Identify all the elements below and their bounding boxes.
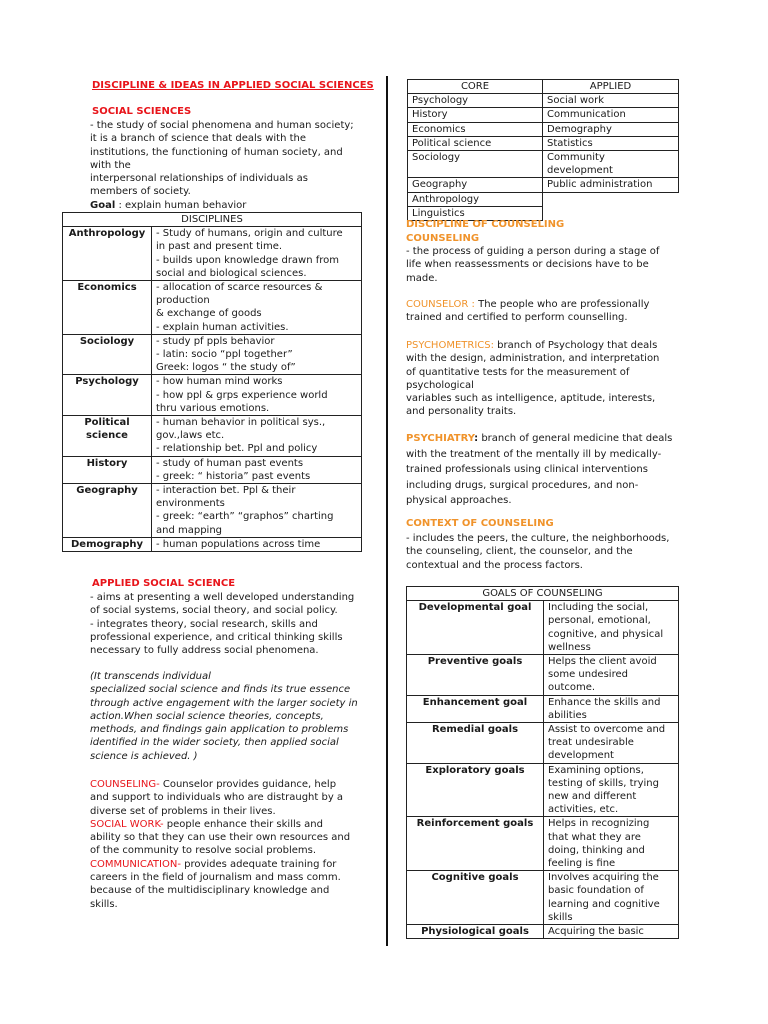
discipline-desc: and mapping bbox=[156, 524, 223, 536]
text-line: institutions, the functioning of human society, and bbox=[90, 146, 343, 158]
discipline-desc: - human populations across time bbox=[156, 538, 321, 550]
heading-line: DISCIPLINE OF COUNSELING bbox=[406, 219, 565, 230]
applied-header: APPLIED bbox=[543, 80, 679, 94]
core-cell: Psychology bbox=[408, 94, 543, 108]
text-line: of social systems, social theory, and social policy. bbox=[90, 605, 338, 617]
counseling-label: COUNSELING- bbox=[90, 779, 160, 790]
text-line: trained professionals using clinical interventions bbox=[406, 464, 648, 476]
text-line: it is a branch of science that deals with the bbox=[90, 133, 307, 145]
goals-table bbox=[406, 586, 679, 939]
discipline-name: Sociology bbox=[79, 335, 135, 347]
text-line: - integrates theory, social research, skills and bbox=[90, 618, 318, 630]
table-row bbox=[407, 695, 679, 722]
goal-label: Goal bbox=[90, 199, 116, 211]
discipline-name: science bbox=[86, 430, 128, 442]
goal-text: : explain human behavior bbox=[115, 199, 247, 211]
core-cell: Sociology bbox=[408, 151, 543, 178]
psychiatry-definition bbox=[406, 431, 696, 509]
text-line: Counselor provides guidance, help bbox=[159, 779, 337, 790]
goal-desc: that what they are bbox=[548, 831, 641, 843]
counseling-definition bbox=[406, 245, 696, 285]
text-line: professional experience, and critical thinking skills bbox=[90, 631, 343, 643]
discipline-desc: - study of human past events bbox=[156, 457, 304, 469]
text-line: of the community to resolve social problems. bbox=[90, 845, 317, 857]
discipline-desc: - Study of humans, origin and culture bbox=[156, 228, 343, 240]
table-row bbox=[63, 456, 362, 483]
goal-desc: development bbox=[548, 750, 614, 762]
goal-desc: Including the social, bbox=[548, 602, 649, 614]
goal-desc: personal, emotional, bbox=[548, 615, 651, 627]
communication-label: COMMUNICATION- bbox=[90, 858, 181, 870]
discipline-desc: - how ppl & grps experience world bbox=[156, 389, 328, 401]
goal-desc: cognitive, and physical bbox=[548, 628, 664, 640]
text-line: - aims at presenting a well developed understanding bbox=[90, 592, 355, 603]
table-row bbox=[408, 178, 679, 192]
table-row bbox=[63, 227, 362, 281]
text-line: - the study of social phenomena and human society; bbox=[90, 120, 354, 131]
goal-line bbox=[90, 199, 375, 212]
table-row bbox=[63, 334, 362, 375]
applied-cell bbox=[543, 192, 679, 206]
discipline-desc: in past and present time. bbox=[156, 241, 283, 253]
text-line: provides adequate training for bbox=[180, 858, 337, 870]
discipline-desc: - builds upon knowledge drawn from bbox=[156, 254, 340, 266]
table-row bbox=[408, 151, 679, 178]
page-title: DISCIPLINE & IDEAS IN APPLIED SOCIAL SCIENCES bbox=[92, 80, 374, 91]
text-line: science is achieved. ) bbox=[90, 750, 198, 762]
goal-name: Enhancement goal bbox=[407, 695, 544, 722]
social-work-line bbox=[90, 818, 375, 831]
goal-desc: testing of skills, trying bbox=[548, 777, 659, 789]
discipline-desc: - latin: socio “ppl together” bbox=[156, 349, 293, 361]
applied-social-science-note bbox=[90, 670, 375, 763]
text-line: because of the multidisciplinary knowledge and bbox=[90, 885, 330, 897]
applied-cell: Public administration bbox=[543, 178, 679, 192]
discipline-desc: - allocation of scarce resources & bbox=[156, 282, 323, 294]
applied-cell: Statistics bbox=[543, 136, 679, 150]
counselor-definition bbox=[406, 298, 696, 325]
text-line: branch of general medicine that deals bbox=[478, 433, 673, 444]
text-line: - the process of guiding a person during a stage of bbox=[406, 246, 660, 257]
text-line: The people who are professionally bbox=[474, 299, 650, 310]
psychiatry-label: PSYCHIATRY bbox=[406, 433, 475, 444]
discipline-name: Psychology bbox=[75, 376, 139, 388]
discipline-name: History bbox=[86, 457, 128, 469]
core-applied-table bbox=[407, 79, 679, 221]
discipline-desc: - study pf ppls behavior bbox=[156, 335, 275, 347]
discipline-desc: - greek: “earth” “graphos” charting bbox=[156, 511, 334, 523]
core-cell: Geography bbox=[408, 178, 543, 192]
text-line: with the bbox=[90, 159, 131, 171]
goal-desc: Examining options, bbox=[548, 764, 644, 776]
text-line: and support to individuals who are distraught by a bbox=[90, 792, 344, 804]
discipline-desc: thru various emotions. bbox=[156, 402, 270, 414]
goal-desc: wellness bbox=[548, 641, 591, 653]
goal-desc: outcome. bbox=[548, 682, 596, 694]
goal-name: Remedial goals bbox=[407, 723, 544, 764]
applied-cell: Communication bbox=[543, 108, 679, 122]
table-row bbox=[408, 108, 679, 122]
goal-desc: Helps the client avoid bbox=[548, 656, 657, 668]
discipline-of-counseling-heading bbox=[406, 218, 564, 246]
discipline-desc: Greek: logos “ the study of” bbox=[156, 362, 296, 374]
text-line: made. bbox=[406, 272, 438, 284]
text-line: with the treatment of the mentally ill by medically- bbox=[406, 448, 662, 460]
text-line: physical approaches. bbox=[406, 495, 512, 507]
social-sciences-text bbox=[90, 119, 375, 212]
text-line: life when reassessments or decisions have to be bbox=[406, 259, 649, 271]
counselor-label: COUNSELOR : bbox=[406, 299, 475, 310]
goal-desc: Helps in recognizing bbox=[548, 818, 650, 830]
text-line: of quantitative tests for the measurement of bbox=[406, 366, 630, 378]
applied-cell: Community development bbox=[543, 151, 679, 178]
applied-social-science-heading: APPLIED SOCIAL SCIENCE bbox=[92, 578, 236, 589]
text-line: action.When social science theories, concepts, bbox=[90, 710, 324, 722]
text-line: people enhance their skills and bbox=[163, 818, 323, 830]
core-header: CORE bbox=[408, 80, 543, 94]
discipline-desc: & exchange of goods bbox=[156, 308, 262, 320]
applied-cell: Social work bbox=[543, 94, 679, 108]
goal-desc: skills bbox=[548, 911, 573, 923]
text-line: contextual and the process factors. bbox=[406, 559, 583, 571]
table-row bbox=[63, 416, 362, 457]
goal-name: Cognitive goals bbox=[407, 871, 544, 925]
table-row bbox=[407, 817, 679, 871]
text-line: and personality traits. bbox=[406, 406, 517, 418]
text-line: psychological bbox=[406, 379, 474, 391]
goal-desc: doing, thinking and bbox=[548, 844, 645, 856]
discipline-name: Economics bbox=[77, 282, 137, 294]
goal-desc: Involves acquiring the bbox=[548, 872, 659, 884]
text-line: trained and certified to perform counselling. bbox=[406, 312, 628, 324]
heading-line: COUNSELING bbox=[406, 233, 480, 244]
discipline-desc: - interaction bet. Ppl & their bbox=[156, 485, 296, 497]
discipline-desc: gov.,laws etc. bbox=[156, 430, 225, 442]
discipline-name: Anthropology bbox=[68, 228, 146, 240]
table-row bbox=[407, 871, 679, 925]
text-line: through active engagement with the larger society in bbox=[90, 697, 358, 709]
goal-desc: treat undesirable bbox=[548, 737, 634, 749]
goal-desc: learning and cognitive bbox=[548, 898, 660, 910]
psychometrics-definition bbox=[406, 339, 696, 419]
core-cell: Linguistics bbox=[408, 206, 543, 220]
text-line: the counseling, client, the counselor, and the bbox=[406, 546, 633, 558]
table-row bbox=[63, 484, 362, 538]
goal-desc: Acquiring the basic bbox=[548, 926, 644, 938]
goal-name: Preventive goals bbox=[407, 655, 544, 696]
table-row bbox=[63, 375, 362, 416]
text-line: (It transcends individual bbox=[90, 671, 211, 682]
disciplines-table bbox=[62, 212, 362, 552]
core-cell: Economics bbox=[408, 122, 543, 136]
social-work-label: SOCIAL WORK- bbox=[90, 818, 164, 830]
discipline-desc: - explain human activities. bbox=[156, 321, 289, 333]
goal-desc: feeling is fine bbox=[548, 858, 616, 870]
table-row bbox=[63, 537, 362, 551]
table-row bbox=[408, 192, 679, 206]
text-line: - includes the peers, the culture, the neighborhoods, bbox=[406, 533, 670, 544]
disciplines-header: DISCIPLINES bbox=[63, 213, 362, 227]
goal-desc: basic foundation of bbox=[548, 885, 644, 897]
text-line: identified in the wider society, then applied social bbox=[90, 737, 339, 749]
discipline-desc: - how human mind works bbox=[156, 376, 283, 388]
goal-desc: some undesired bbox=[548, 669, 628, 681]
context-heading: CONTEXT OF COUNSELING bbox=[406, 518, 554, 529]
text-line: interpersonal relationships of individuals as bbox=[90, 173, 308, 185]
goal-name: Developmental goal bbox=[407, 601, 544, 655]
applied-social-science-text bbox=[90, 591, 375, 657]
table-row bbox=[407, 763, 679, 817]
text-line: ability so that they can use their own resources and bbox=[90, 832, 351, 844]
text-line: variables such as intelligence, aptitude, interests, bbox=[406, 393, 656, 405]
goal-name: Exploratory goals bbox=[407, 763, 544, 817]
discipline-desc: - human behavior in political sys., bbox=[156, 417, 326, 429]
goals-header: GOALS OF COUNSELING bbox=[407, 587, 679, 601]
goal-desc: abilities bbox=[548, 709, 587, 721]
core-cell: Anthropology bbox=[408, 192, 543, 206]
discipline-name: Political bbox=[84, 417, 130, 429]
table-row bbox=[408, 94, 679, 108]
psychometrics-label: PSYCHOMETRICS: bbox=[406, 340, 494, 351]
communication-line bbox=[90, 858, 375, 871]
social-sciences-heading: SOCIAL SCIENCES bbox=[92, 106, 192, 117]
discipline-name: Geography bbox=[76, 485, 138, 497]
text-line: members of society. bbox=[90, 186, 191, 198]
text-line: diverse set of problems in their lives. bbox=[90, 805, 276, 817]
text-line: with the design, administration, and interpretation bbox=[406, 353, 660, 365]
goal-desc: new and different bbox=[548, 791, 637, 803]
core-cell: Political science bbox=[408, 136, 543, 150]
text-line: careers in the field of journalism and mass comm. bbox=[90, 872, 341, 884]
discipline-desc: - relationship bet. Ppl and policy bbox=[156, 443, 318, 455]
table-row bbox=[407, 601, 679, 655]
table-row bbox=[407, 925, 679, 939]
applied-cell: Demography bbox=[543, 122, 679, 136]
goal-desc: Enhance the skills and bbox=[548, 696, 661, 708]
text-line: including drugs, surgical procedures, and non- bbox=[406, 479, 639, 491]
goal-name: Reinforcement goals bbox=[407, 817, 544, 871]
discipline-desc: production bbox=[156, 295, 210, 307]
table-row bbox=[63, 281, 362, 335]
discipline-desc: environments bbox=[156, 498, 225, 510]
discipline-desc: social and biological sciences. bbox=[156, 267, 307, 279]
text-line: necessary to fully address social phenomena. bbox=[90, 645, 319, 657]
discipline-desc: - greek: “ historia” past events bbox=[156, 470, 311, 482]
table-row bbox=[408, 136, 679, 150]
text-line: methods, and findings gain application to problems bbox=[90, 724, 349, 736]
table-row bbox=[407, 655, 679, 696]
psychiatry-colon: : bbox=[474, 433, 479, 444]
goal-desc: activities, etc. bbox=[548, 804, 619, 816]
discipline-name: Demography bbox=[70, 538, 143, 550]
table-row bbox=[408, 122, 679, 136]
core-cell: History bbox=[408, 108, 543, 122]
column-divider bbox=[386, 76, 388, 946]
text-line: skills. bbox=[90, 898, 118, 910]
goal-name: Physiological goals bbox=[407, 925, 544, 939]
context-text bbox=[406, 532, 696, 572]
applied-fields-text bbox=[90, 778, 375, 911]
counseling-line bbox=[90, 778, 375, 791]
table-row bbox=[407, 723, 679, 764]
text-line: specialized social science and finds its true essence bbox=[90, 684, 351, 696]
text-line: branch of Psychology that deals bbox=[493, 340, 658, 351]
goal-desc: Assist to overcome and bbox=[548, 724, 666, 736]
